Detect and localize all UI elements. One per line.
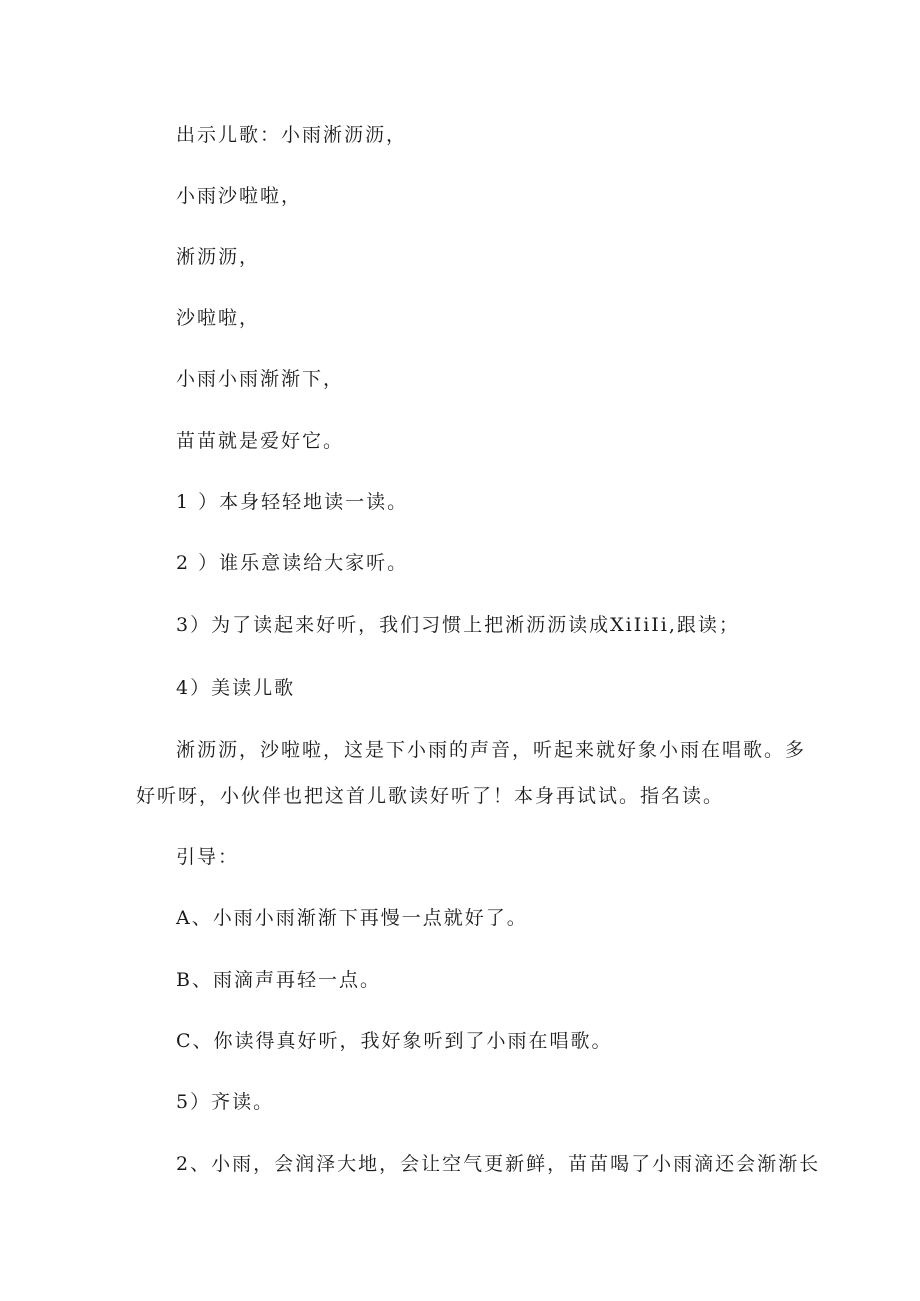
guide-item-a: A、小雨小雨渐渐下再慢一点就好了。 — [176, 907, 528, 929]
step-5: 5）齐读。 — [176, 1091, 275, 1113]
guide-heading: 引导： — [176, 846, 240, 868]
paragraph-line: 好听呀，小伙伴也把这首儿歌读好听了！本身再试试。指名读。 — [136, 785, 725, 807]
step-4: 4）美读儿歌 — [176, 677, 296, 699]
poem-intro-line: 出示儿歌：小雨淅沥沥， — [176, 124, 408, 146]
step-2: 2 ）谁乐意读给大家听。 — [176, 552, 409, 574]
poem-line: 沙啦啦， — [176, 307, 261, 329]
poem-line: 小雨沙啦啦， — [176, 185, 303, 207]
step-1: 1 ）本身轻轻地读一读。 — [176, 491, 409, 513]
poem-line: 苗苗就是爱好它。 — [176, 430, 345, 452]
paragraph-line: 淅沥沥，沙啦啦，这是下小雨的声音，听起来就好象小雨在唱歌。多 — [176, 739, 807, 761]
poem-line: 淅沥沥， — [176, 246, 261, 268]
guide-item-c: C、你读得真好听，我好象听到了小雨在唱歌。 — [176, 1030, 613, 1052]
guide-item-b: B、雨滴声再轻一点。 — [176, 969, 381, 991]
step-3: 3）为了读起来好听，我们习惯上把淅沥沥读成XiIiIi,跟读； — [176, 614, 740, 636]
section-2-line: 2、小雨，会润泽大地，会让空气更新鲜，苗苗喝了小雨滴还会渐渐长 — [176, 1153, 821, 1175]
poem-line: 小雨小雨渐渐下， — [176, 368, 345, 390]
